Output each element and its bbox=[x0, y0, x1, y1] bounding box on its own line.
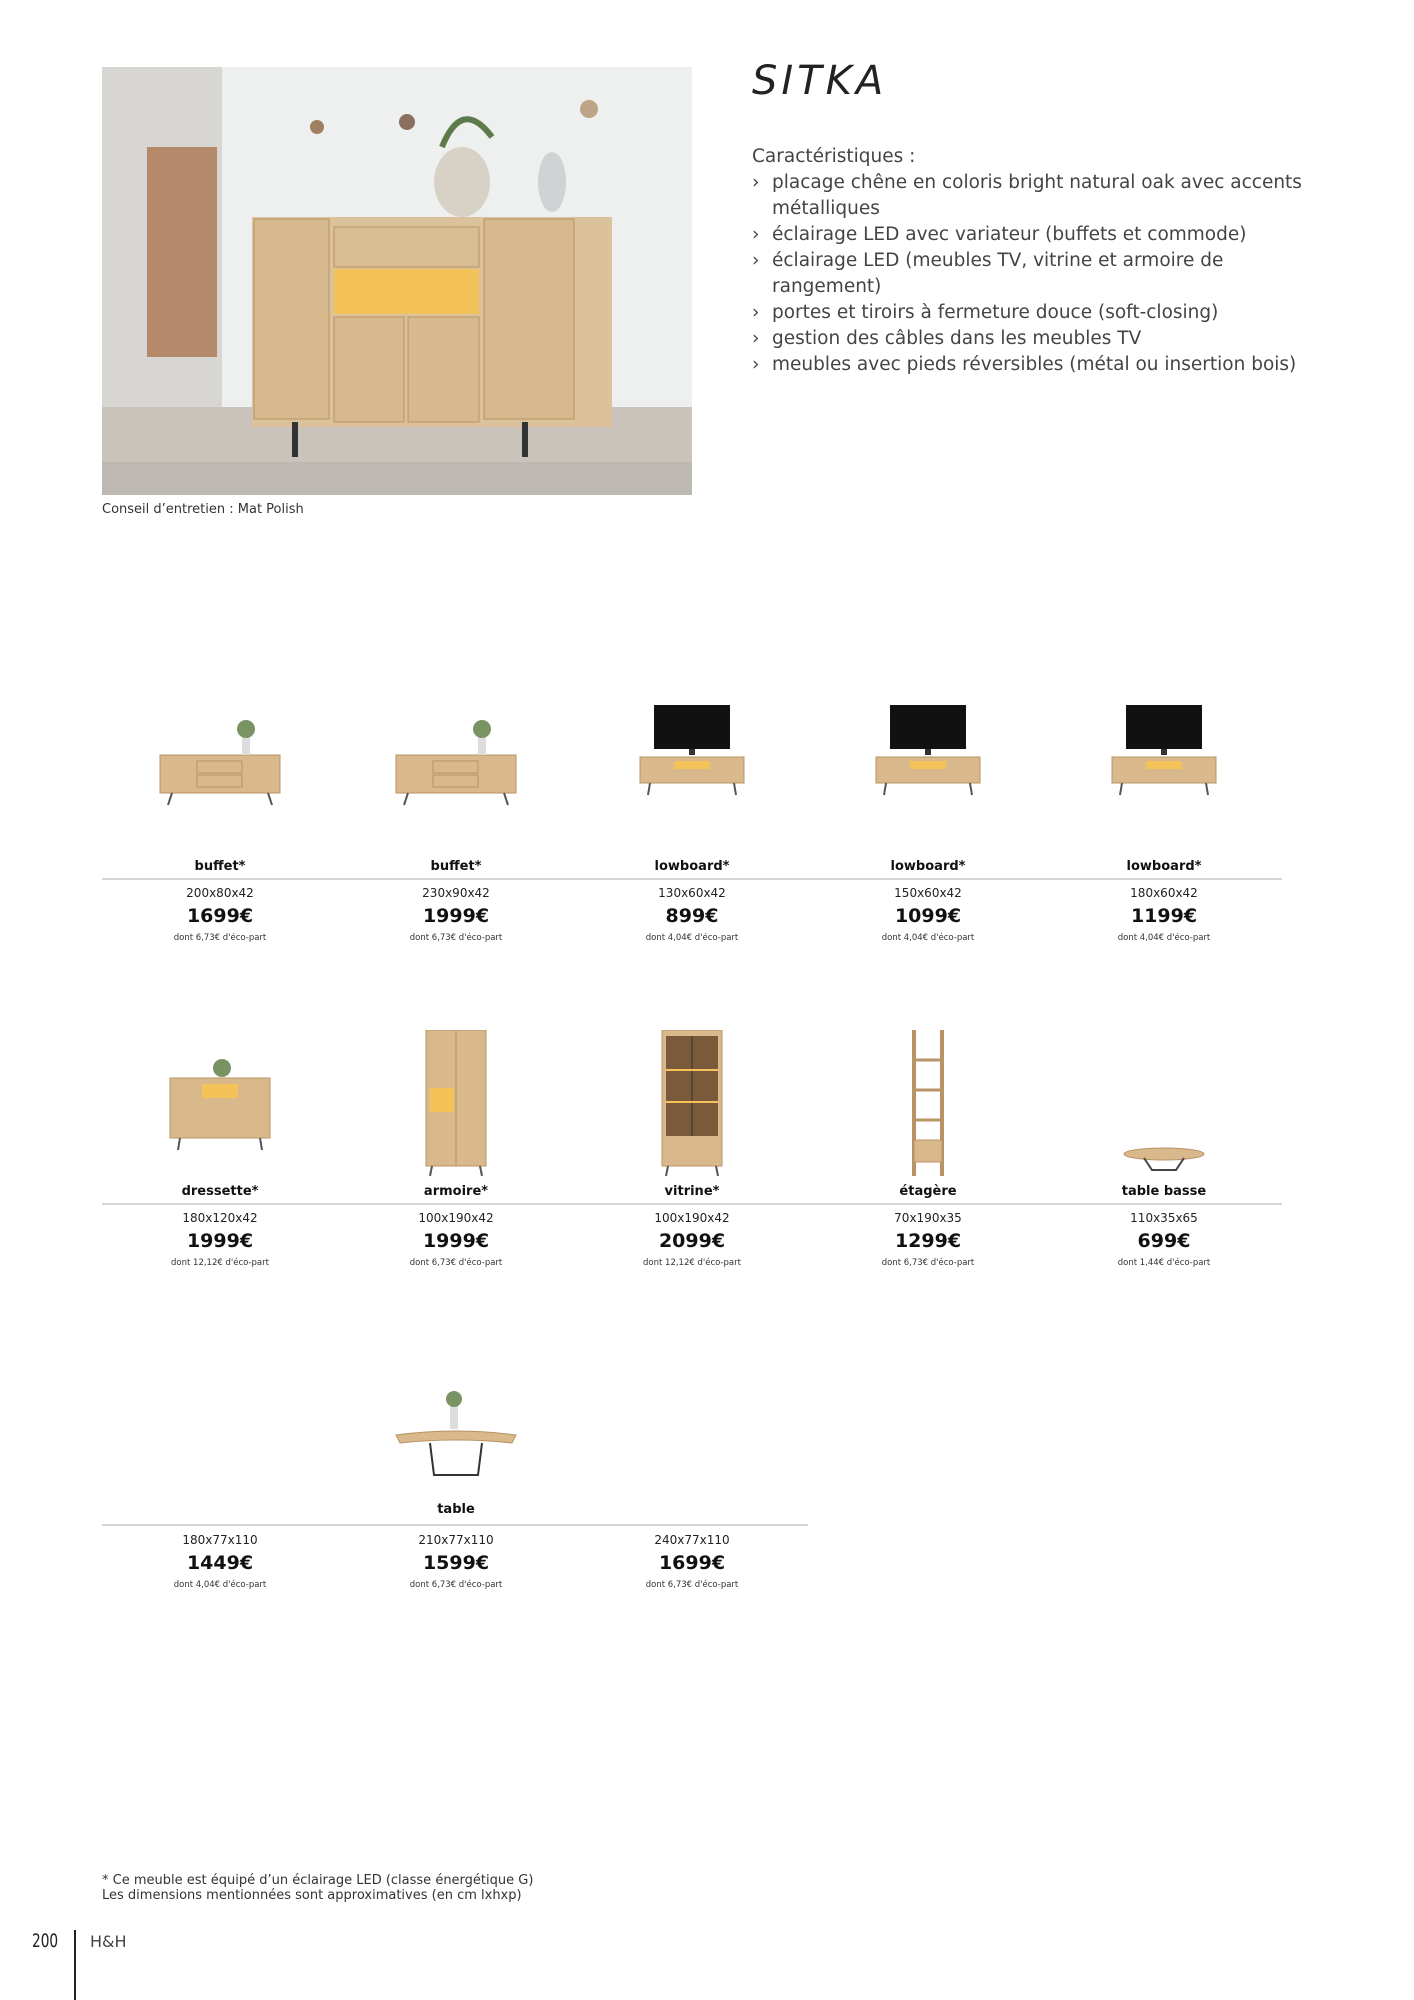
product-dimensions: 110x35x65 bbox=[1130, 1211, 1198, 1225]
product-name: armoire* bbox=[423, 1184, 489, 1199]
product-dimensions: 150x60x42 bbox=[894, 886, 962, 900]
product-name: buffet* bbox=[194, 859, 246, 874]
buffet-icon bbox=[102, 705, 338, 855]
product-card[interactable] bbox=[1046, 705, 1282, 943]
product-card[interactable] bbox=[338, 1030, 574, 1268]
eco-part: dont 12,12€ d'éco-part bbox=[171, 1258, 269, 1268]
buffet-icon bbox=[338, 705, 574, 855]
product-dimensions: 180x60x42 bbox=[1130, 886, 1198, 900]
product-price: 1099€ bbox=[894, 905, 962, 927]
tv-icon bbox=[574, 705, 810, 855]
tv-icon bbox=[810, 705, 1046, 855]
feature-item: › placage chêne en coloris bright natural oak avec accents métalliques bbox=[752, 172, 1302, 219]
tv-icon bbox=[1046, 705, 1282, 855]
chevron-right-icon: › bbox=[752, 354, 760, 375]
product-dimensions: 230x90x42 bbox=[422, 886, 490, 900]
chevron-right-icon: › bbox=[752, 250, 760, 271]
product-dimensions: 70x190x35 bbox=[894, 1211, 962, 1225]
dresser-icon bbox=[102, 1030, 338, 1180]
eco-part: dont 6,73€ d'éco-part bbox=[881, 1258, 975, 1268]
product-name: étagère bbox=[899, 1184, 957, 1199]
table-row bbox=[102, 1375, 1282, 1615]
product-card[interactable] bbox=[102, 1030, 338, 1268]
product-dimensions: 180x77x110 bbox=[182, 1533, 258, 1547]
product-name: dressette* bbox=[181, 1184, 259, 1199]
product-card[interactable] bbox=[1046, 1030, 1282, 1268]
product-card[interactable] bbox=[574, 705, 810, 943]
product-card[interactable] bbox=[102, 705, 338, 943]
eco-part: dont 12,12€ d'éco-part bbox=[643, 1258, 741, 1268]
product-card[interactable] bbox=[574, 1030, 810, 1268]
footer-divider bbox=[74, 1930, 76, 2000]
eco-part: dont 4,04€ d'éco-part bbox=[881, 933, 975, 943]
product-dimensions: 130x60x42 bbox=[658, 886, 726, 900]
table-icon bbox=[338, 1375, 574, 1495]
table-variant[interactable] bbox=[338, 1533, 574, 1590]
collection-title: SITKA bbox=[752, 58, 888, 104]
vitrine-icon bbox=[574, 1030, 810, 1180]
eco-part: dont 6,73€ d'éco-part bbox=[409, 933, 503, 943]
brand-name: H&H bbox=[90, 1932, 127, 1951]
product-name: vitrine* bbox=[664, 1184, 720, 1199]
row-divider bbox=[102, 1203, 1282, 1205]
product-price: 699€ bbox=[1137, 1230, 1191, 1252]
row-divider bbox=[102, 1524, 808, 1526]
product-dimensions: 100x190x42 bbox=[418, 1211, 494, 1225]
product-dimensions: 200x80x42 bbox=[186, 886, 254, 900]
chevron-right-icon: › bbox=[752, 302, 760, 323]
table-variant[interactable] bbox=[102, 1533, 338, 1590]
product-card[interactable] bbox=[338, 705, 574, 943]
page-number: 200 bbox=[32, 1930, 59, 1952]
product-name: table bbox=[437, 1502, 475, 1517]
feature-item: › gestion des câbles dans les meubles TV bbox=[752, 326, 1312, 352]
eco-part: dont 6,73€ d'éco-part bbox=[173, 933, 267, 943]
row-divider bbox=[102, 878, 1282, 880]
product-name: table basse bbox=[1121, 1184, 1207, 1199]
feature-item: › meubles avec pieds réversibles (métal ou insertion bois) bbox=[752, 352, 1312, 378]
product-price: 1999€ bbox=[422, 1230, 490, 1252]
eco-part: dont 4,04€ d'éco-part bbox=[173, 1580, 267, 1590]
product-dimensions: 240x77x110 bbox=[654, 1533, 730, 1547]
dimensions-footnote: Les dimensions mentionnées sont approximatives (en cm lxhxp) bbox=[102, 1888, 522, 1903]
product-price: 2099€ bbox=[658, 1230, 726, 1252]
product-name: lowboard* bbox=[1126, 859, 1202, 874]
chevron-right-icon: › bbox=[752, 172, 760, 193]
product-row bbox=[102, 1030, 1282, 1290]
product-price: 1999€ bbox=[422, 905, 490, 927]
eco-part: dont 6,73€ d'éco-part bbox=[409, 1580, 503, 1590]
shelf-icon bbox=[810, 1030, 1046, 1180]
product-name: lowboard* bbox=[890, 859, 966, 874]
hero-photo bbox=[102, 67, 692, 495]
coffee-table-icon bbox=[1046, 1030, 1282, 1180]
features-list bbox=[752, 170, 1312, 378]
product-price: 1599€ bbox=[422, 1552, 490, 1574]
product-price: 1699€ bbox=[186, 905, 254, 927]
eco-part: dont 6,73€ d'éco-part bbox=[409, 1258, 503, 1268]
eco-part: dont 1,44€ d'éco-part bbox=[1117, 1258, 1211, 1268]
feature-item: › éclairage LED avec variateur (buffets et commode) bbox=[752, 222, 1312, 248]
care-advice-caption: Conseil d’entretien : Mat Polish bbox=[102, 502, 304, 517]
led-footnote: * Ce meuble est équipé d’un éclairage LED (classe énergétique G) bbox=[102, 1873, 534, 1888]
product-price: 1999€ bbox=[186, 1230, 254, 1252]
chevron-right-icon: › bbox=[752, 328, 760, 349]
footnotes bbox=[102, 1873, 533, 1903]
product-dimensions: 100x190x42 bbox=[654, 1211, 730, 1225]
features-heading: Caractéristiques : bbox=[752, 146, 916, 167]
product-dimensions: 180x120x42 bbox=[182, 1211, 258, 1225]
product-card[interactable] bbox=[810, 1030, 1046, 1268]
product-card[interactable] bbox=[810, 705, 1046, 943]
eco-part: dont 6,73€ d'éco-part bbox=[645, 1580, 739, 1590]
product-price: 1199€ bbox=[1130, 905, 1198, 927]
cabinet-icon bbox=[338, 1030, 574, 1180]
product-price: 1699€ bbox=[658, 1552, 726, 1574]
product-name: buffet* bbox=[430, 859, 482, 874]
product-row bbox=[102, 705, 1282, 965]
feature-item: › portes et tiroirs à fermeture douce (soft-closing) bbox=[752, 300, 1312, 326]
features-block bbox=[752, 144, 1312, 378]
eco-part: dont 4,04€ d'éco-part bbox=[645, 933, 739, 943]
feature-item: › éclairage LED (meubles TV, vitrine et armoire de rangement) bbox=[752, 250, 1224, 297]
sideboard-room-photo bbox=[102, 67, 692, 495]
chevron-right-icon: › bbox=[752, 224, 760, 245]
eco-part: dont 4,04€ d'éco-part bbox=[1117, 933, 1211, 943]
product-price: 1449€ bbox=[186, 1552, 254, 1574]
product-name: lowboard* bbox=[654, 859, 730, 874]
product-dimensions: 210x77x110 bbox=[418, 1533, 494, 1547]
product-price: 1299€ bbox=[894, 1230, 962, 1252]
product-price: 899€ bbox=[665, 905, 719, 927]
table-variant[interactable] bbox=[574, 1533, 810, 1590]
